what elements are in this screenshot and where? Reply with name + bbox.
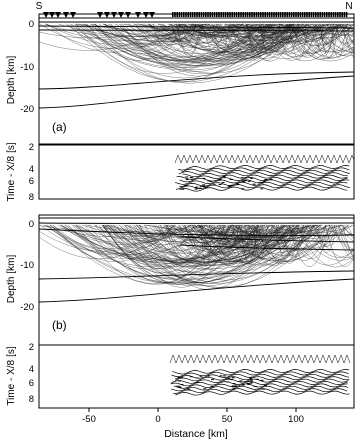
panel-a-time-tick-2: 2 (28, 142, 34, 153)
travel-time-crossing (182, 355, 188, 363)
panel-b-depth-tick-10: -10 (20, 260, 34, 271)
travel-time-crossing (319, 155, 325, 163)
station-triangle (143, 12, 149, 18)
layer-boundary (39, 76, 354, 108)
station-triangle (111, 12, 117, 18)
travel-time-crossing (283, 155, 289, 163)
travel-time-crossing (211, 155, 217, 163)
x-axis-label: Distance [km] (164, 428, 228, 440)
travel-time-crossing (242, 355, 248, 363)
panel-a-time-label-text: Time - X/8 (6, 155, 17, 202)
travel-time-crossing (175, 155, 181, 163)
travel-time-pick (181, 189, 184, 190)
panel-b-depth-label-text: Depth (6, 276, 17, 304)
station-triangle (135, 12, 141, 18)
panel-b-time-unit-text: [s] (6, 346, 17, 357)
travel-time-pick (256, 379, 259, 380)
travel-time-crossing (314, 355, 320, 363)
panel-a-depth-unit-text: [km] (6, 55, 17, 75)
travel-time-pick (200, 376, 203, 377)
travel-time-pick (190, 376, 193, 377)
travel-time-pick (185, 177, 188, 178)
travel-time-pick (254, 386, 257, 387)
travel-time-pick (219, 179, 222, 180)
travel-time-crossing (332, 355, 338, 363)
station-triangle (55, 12, 61, 18)
travel-time-pick (202, 186, 205, 187)
travel-time-pick (250, 380, 253, 381)
travel-time-crossing (278, 355, 284, 363)
travel-time-pick (230, 179, 233, 180)
travel-time-pick (196, 382, 199, 383)
travel-time-crossing (320, 355, 326, 363)
travel-time-pick (247, 383, 250, 384)
travel-time-crossing (295, 155, 301, 163)
travel-time-pick (202, 184, 205, 185)
travel-time-pick (258, 182, 261, 183)
travel-time-pick (241, 188, 244, 189)
station-triangle (43, 12, 49, 18)
travel-time-crossing (272, 355, 278, 363)
travel-time-pick (232, 386, 235, 387)
travel-time-pick (178, 377, 181, 378)
travel-time-crossing (199, 155, 205, 163)
travel-time-pick (223, 375, 226, 376)
travel-time-crossing (290, 355, 296, 363)
travel-time-crossing (338, 355, 344, 363)
x-axis-tick-marks (89, 408, 296, 412)
panel-a-depth-label-text: Depth (6, 77, 17, 105)
panel-a-depth-tick-20: -20 (20, 104, 34, 115)
travel-time-pick (176, 386, 179, 387)
travel-time-pick (239, 380, 242, 381)
station-triangle (125, 12, 131, 18)
travel-time-crossing (307, 155, 313, 163)
x-tick-minus-50: -50 (82, 414, 96, 425)
travel-time-pick (263, 181, 266, 182)
travel-time-crossing (344, 355, 350, 363)
x-tick-50: 50 (221, 414, 233, 425)
travel-time-crossing (308, 355, 314, 363)
travel-time-curve (182, 168, 350, 172)
travel-time-pick (178, 380, 181, 381)
travel-time-crossing (217, 155, 223, 163)
travel-time-pick (230, 185, 233, 186)
travel-time-pick (186, 179, 189, 180)
travel-time-pick (210, 386, 213, 387)
travel-time-crossing (337, 155, 343, 163)
travel-time-pick (187, 389, 190, 390)
panel-b-label: (b) (52, 318, 67, 332)
travel-time-crossing (254, 355, 260, 363)
x-tick-100: 100 (288, 414, 304, 425)
panel-a-travel-time-picks (175, 155, 355, 191)
panel-b-travel-time-picks (170, 355, 350, 395)
travel-time-crossing (229, 155, 235, 163)
travel-time-pick (242, 182, 245, 183)
panel-b-time-tick-2: 2 (28, 342, 34, 353)
panel-b-ray-diagram (25, 215, 360, 345)
panel-b-travel-times (39, 345, 354, 408)
travel-time-crossing (284, 355, 290, 363)
travel-time-crossing (331, 155, 337, 163)
travel-time-crossing (271, 155, 277, 163)
travel-time-pick (185, 185, 188, 186)
panel-b-depth-axis-label (6, 254, 17, 303)
travel-time-crossing (313, 155, 319, 163)
panel-a-depth-tick-0: 0 (28, 19, 34, 30)
panel-a-time-tick-6: 6 (28, 176, 34, 187)
panel-b-depth-unit-text: [km] (6, 254, 17, 274)
panel-a-ray-diagram (3, 14, 360, 144)
station-triangle (149, 12, 155, 18)
travel-time-crossing (218, 355, 224, 363)
travel-time-crossing (241, 155, 247, 163)
panel-a-time-unit-text: [s] (6, 142, 17, 153)
travel-time-pick (230, 379, 233, 380)
travel-time-crossing (187, 155, 193, 163)
travel-time-pick (250, 383, 253, 384)
travel-time-pick (213, 184, 216, 185)
travel-time-pick (203, 388, 206, 389)
panel-b-time-tick-8: 8 (28, 394, 34, 405)
panel-b-depth-tick-0: 0 (28, 219, 34, 230)
travel-time-crossing (223, 155, 229, 163)
travel-time-pick (270, 179, 273, 180)
station-triangle (104, 12, 110, 18)
travel-time-crossing (326, 355, 332, 363)
travel-time-crossing (265, 155, 271, 163)
travel-time-pick (247, 384, 250, 385)
ray-path (108, 24, 182, 46)
x-tick-0: 0 (155, 414, 161, 425)
compass-north-label: N (345, 1, 353, 12)
travel-time-crossing (302, 355, 308, 363)
travel-time-pick (219, 184, 222, 185)
panel-b-depth-tick-20: -20 (20, 302, 34, 313)
travel-time-pick (236, 184, 239, 185)
travel-time-pick (211, 379, 214, 380)
station-triangle (97, 12, 103, 18)
travel-time-pick (207, 180, 210, 181)
travel-time-crossing (188, 355, 194, 363)
panel-a-time-tick-4: 4 (28, 164, 34, 175)
travel-time-crossing (212, 355, 218, 363)
panel-a-time-axis-label (6, 142, 17, 202)
travel-time-pick (260, 188, 263, 189)
travel-time-pick (233, 389, 236, 390)
travel-time-pick (195, 189, 198, 190)
travel-time-pick (244, 180, 247, 181)
travel-time-pick (207, 376, 210, 377)
travel-time-pick (264, 179, 267, 180)
panel-a-time-tick-8: 8 (28, 192, 34, 203)
travel-time-pick (195, 187, 198, 188)
travel-time-crossing (206, 355, 212, 363)
station-markers (43, 12, 347, 18)
travel-time-pick (222, 182, 225, 183)
travel-time-pick (232, 377, 235, 378)
station-triangle (70, 12, 76, 18)
travel-time-pick (191, 179, 194, 180)
travel-time-pick (223, 176, 226, 177)
travel-time-pick (181, 384, 184, 385)
travel-time-pick (253, 184, 256, 185)
travel-time-crossing (325, 155, 331, 163)
travel-time-crossing (170, 355, 176, 363)
compass-south-label: S (35, 1, 43, 12)
travel-time-pick (269, 175, 272, 176)
travel-time-pick (196, 378, 199, 379)
travel-time-crossing (301, 155, 307, 163)
travel-time-crossing (236, 355, 242, 363)
travel-time-pick (261, 380, 264, 381)
travel-time-crossing (224, 355, 230, 363)
travel-time-pick (264, 385, 267, 386)
panel-a-depth-tick-10: -10 (20, 62, 34, 73)
travel-time-pick (220, 375, 223, 376)
travel-time-crossing (248, 355, 254, 363)
travel-time-crossing (200, 355, 206, 363)
travel-time-pick (251, 382, 254, 383)
travel-time-crossing (193, 155, 199, 163)
travel-time-crossing (343, 155, 349, 163)
travel-time-pick (199, 188, 202, 189)
travel-time-pick (227, 378, 230, 379)
travel-time-pick (249, 378, 252, 379)
panel-a-depth-axis-label (6, 55, 17, 104)
travel-time-pick (226, 382, 229, 383)
panel-a-ray-paths (3, 24, 360, 83)
station-triangle (63, 12, 69, 18)
travel-time-crossing (181, 155, 187, 163)
panel-a-label: (a) (52, 120, 67, 134)
travel-time-pick (233, 383, 236, 384)
travel-time-crossing (277, 155, 283, 163)
travel-time-crossing (260, 355, 266, 363)
panel-b-time-tick-4: 4 (28, 364, 34, 375)
travel-time-pick (190, 177, 193, 178)
panel-b-time-label-text: Time - X/8 (6, 359, 17, 406)
travel-time-pick (242, 385, 245, 386)
panel-b-time-axis-label (6, 346, 17, 406)
panel-a-travel-times (39, 145, 355, 199)
travel-time-crossing (253, 155, 259, 163)
travel-time-pick (241, 177, 244, 178)
travel-time-pick (261, 182, 264, 183)
travel-time-crossing (296, 355, 302, 363)
travel-time-crossing (205, 155, 211, 163)
travel-time-crossing (235, 155, 241, 163)
travel-time-pick (260, 388, 263, 389)
travel-time-pick (248, 181, 251, 182)
panel-b-time-tick-6: 6 (28, 378, 34, 389)
travel-time-pick (234, 385, 237, 386)
travel-time-crossing (266, 355, 272, 363)
travel-time-crossing (259, 155, 265, 163)
travel-time-crossing (194, 355, 200, 363)
travel-time-pick (202, 178, 205, 179)
station-triangle (49, 12, 55, 18)
travel-time-crossing (289, 155, 295, 163)
travel-time-pick (246, 381, 249, 382)
layer-boundary (39, 72, 354, 89)
travel-time-pick (250, 178, 253, 179)
travel-time-crossing (247, 155, 253, 163)
travel-time-crossing (176, 355, 182, 363)
station-triangle (118, 12, 124, 18)
travel-time-crossing (230, 355, 236, 363)
